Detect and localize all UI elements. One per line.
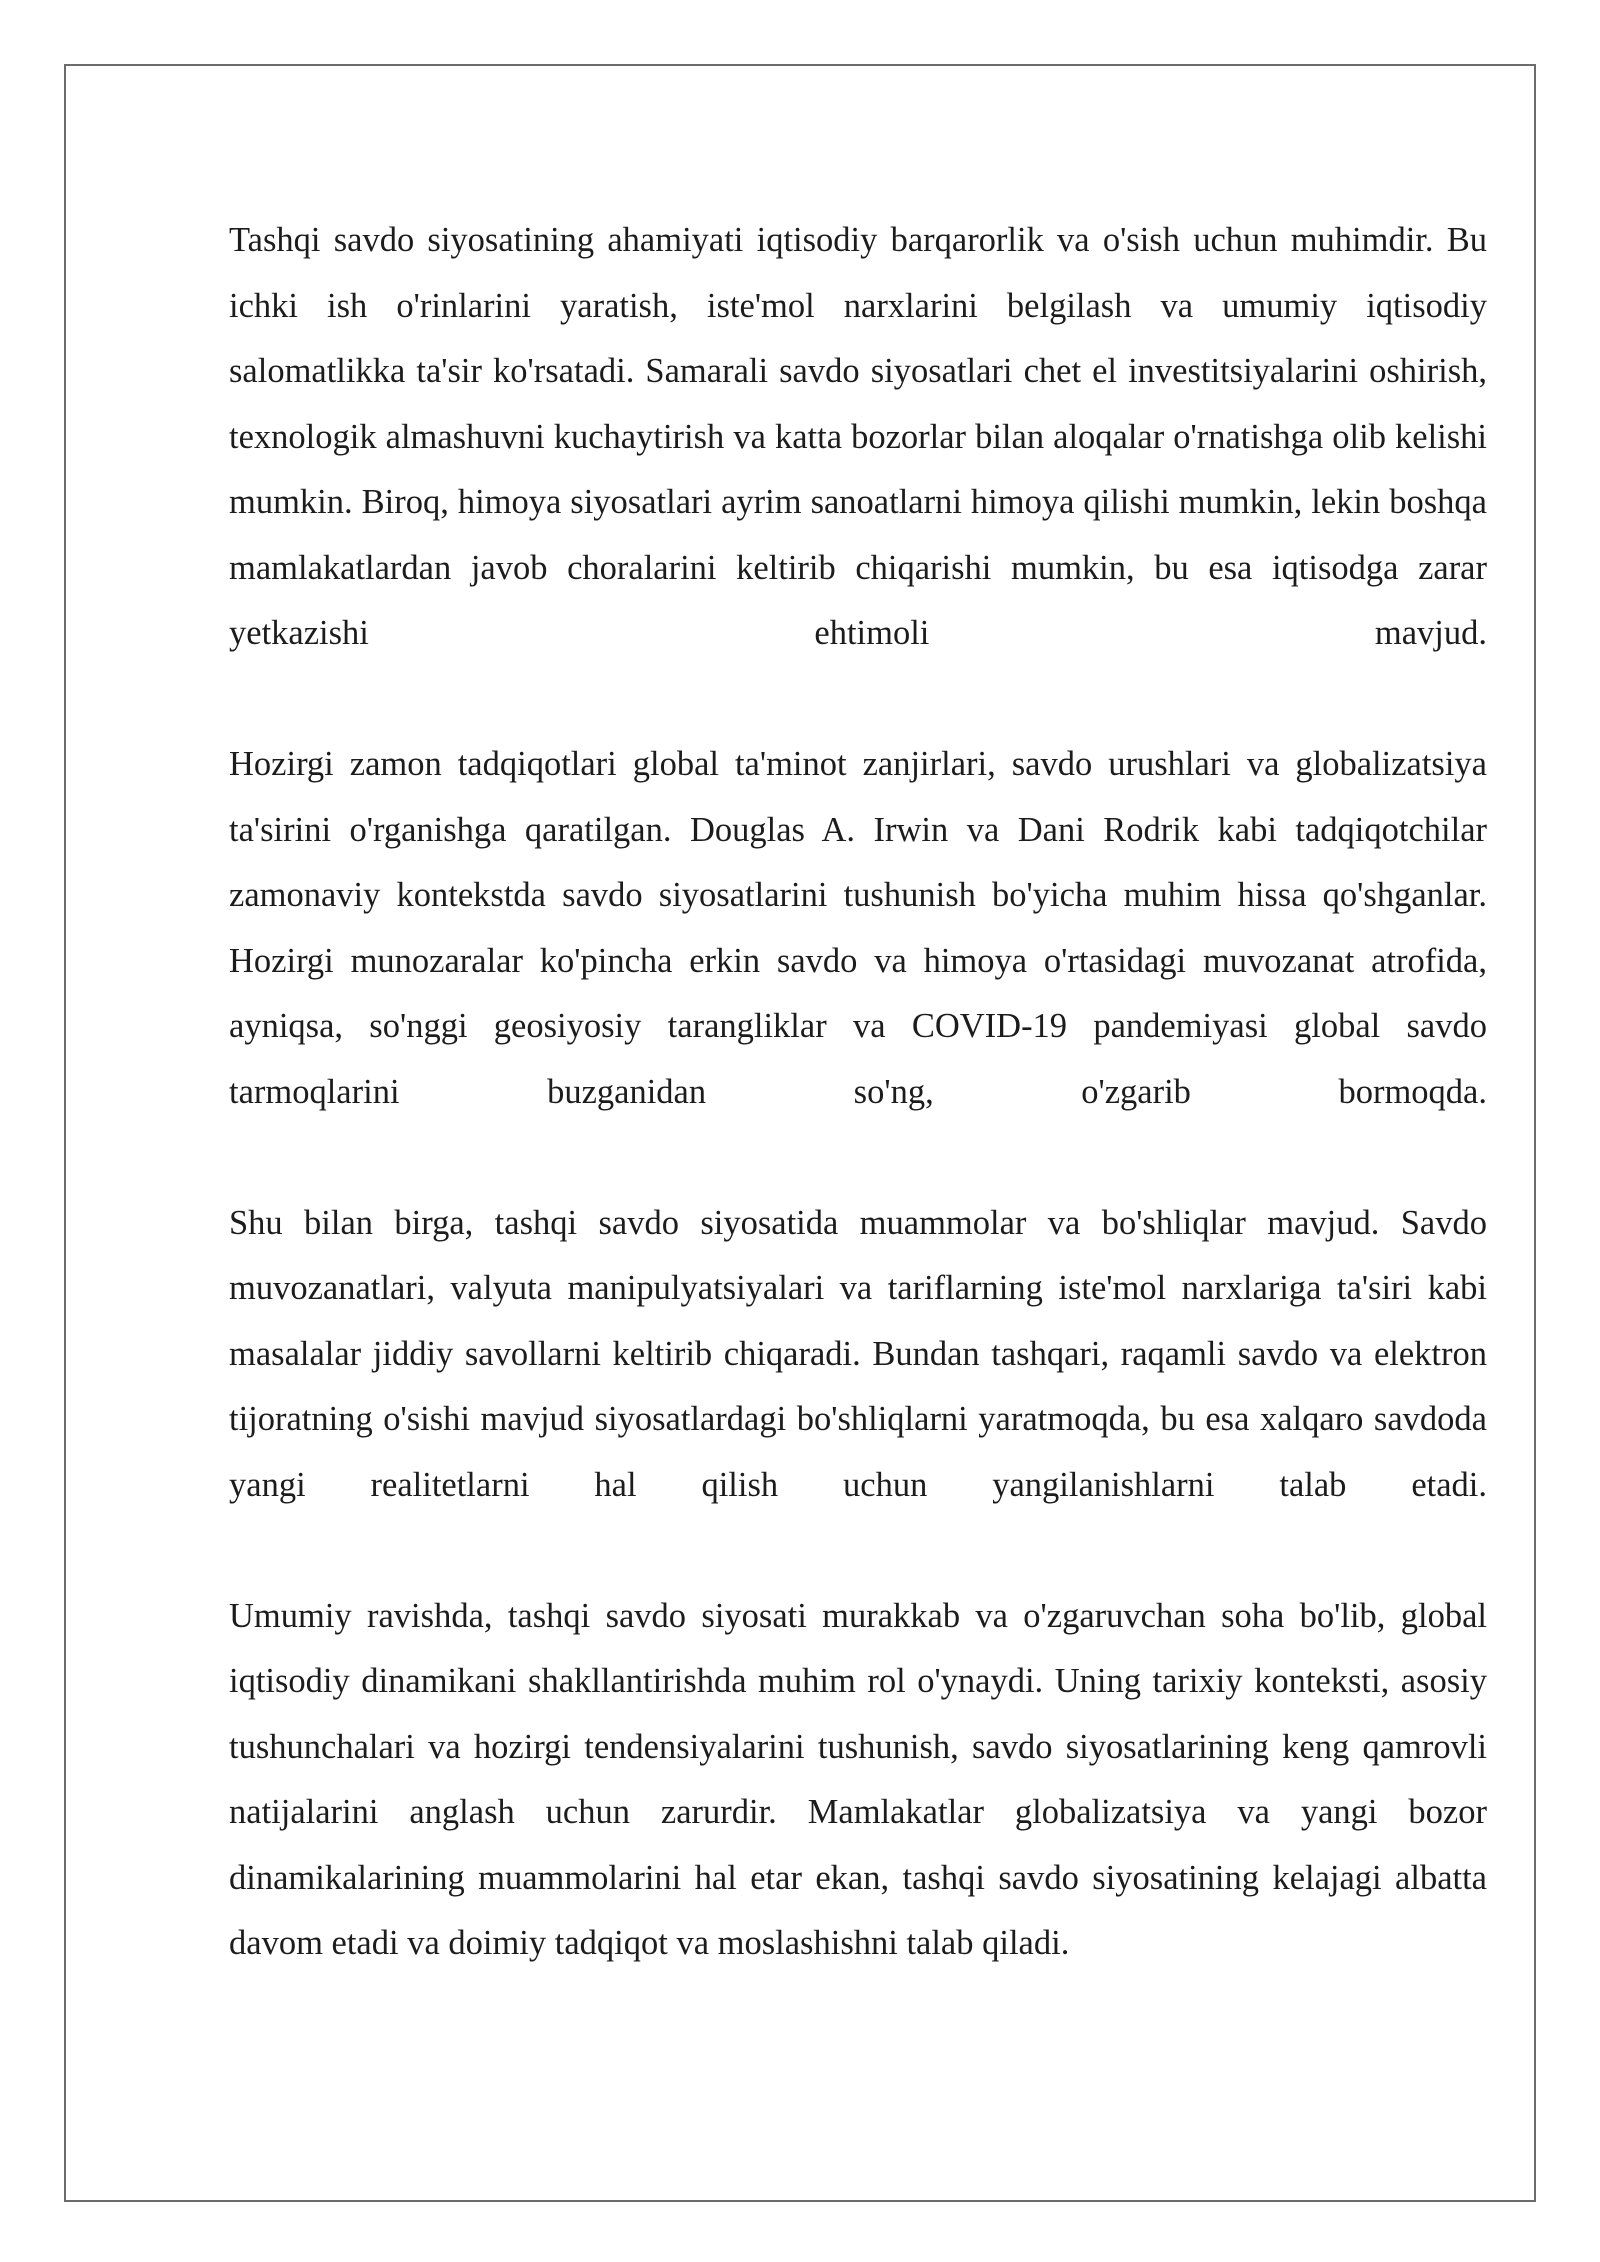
paragraph-1: Tashqi savdo siyosatining ahamiyati iqtisodiy barqarorlik va o'sish uchun muhimdir. Bu ichki ish o'rinlarini yaratish, iste'mol narxlarini belgilash va umumiy iqtisodiy salomatlikka ta'sir ko'rsatadi. Samarali savdo siyosatlari chet el investitsiyalarini oshirish, texnologik almashuvni kuchaytirish va katta bozorlar bilan aloqalar o'rnatishga olib kelishi mumkin. Biroq, himoya siyosatlari ayrim sanoatlarni himoya qilishi mumkin, lekin boshqa mamlakatlardan javob choralarini keltirib chiqarishi mumkin, bu esa iqtisodga zarar yetkazishi ehtimoli mavjud. [229, 221, 1487, 652]
paragraph-4: Umumiy ravishda, tashqi savdo siyosati murakkab va o'zgaruvchan soha bo'lib, global iqtisodiy dinamikani shakllantirishda muhim rol o'ynaydi. Uning tarixiy konteksti, asosiy tushunchalari va hozirgi tendensiyalarini tushunish, savdo siyosatlarining keng qamrovli natijalarini anglash uchun zarurdir. Mamlakatlar globalizatsiya va yangi bozor dinamikalarining muammolarini hal etar ekan, tashqi savdo siyosatining kelajagi albatta davom etadi va doimiy tadqiqot va moslashishni talab qiladi. [229, 1596, 1487, 1962]
paragraph-3: Shu bilan birga, tashqi savdo siyosatida muammolar va bo'shliqlar mavjud. Savdo muvozanatlari, valyuta manipulyatsiyalari va tariflarning iste'mol narxlariga ta'siri kabi masalalar jiddiy savollarni keltirib chiqaradi. Bundan tashqari, raqamli savdo va elektron tijoratning o'sishi mavjud siyosatlardagi bo'shliqlarni yaratmoqda, bu esa xalqaro savdoda yangi realitetlarni hal qilish uchun yangilanishlarni talab etadi. [229, 1203, 1487, 1504]
paragraph-2: Hozirgi zamon tadqiqotlari global ta'minot zanjirlari, savdo urushlari va globalizatsiya ta'sirini o'rganishga qaratilgan. Douglas A. Irwin va Dani Rodrik kabi tadqiqotchilar zamonaviy kontekstda savdo siyosatlarini tushunish bo'yicha muhim hissa qo'shganlar. Hozirgi munozaralar ko'pincha erkin savdo va himoya o'rtasidagi muvozanat atrofida, ayniqsa, so'nggi geosiyosiy tarangliklar va COVID-19 pandemiyasi global savdo tarmoqlarini buzganidan so'ng, o'zgarib bormoqda. [229, 745, 1487, 1111]
document-body [229, 208, 1487, 1977]
